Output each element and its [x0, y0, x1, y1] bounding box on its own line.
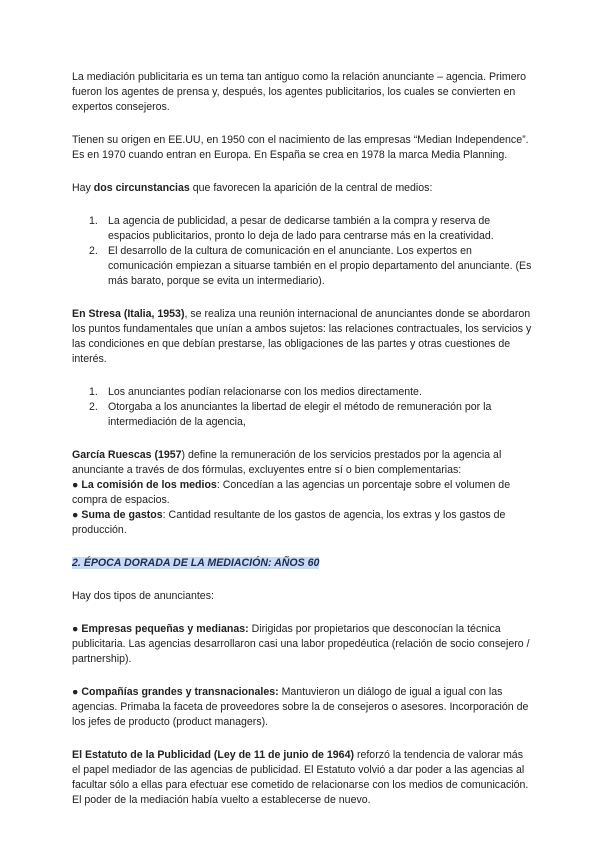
paragraph-circumstances: Hay dos circunstancias que favorecen la aparición de la central de medios: — [72, 182, 433, 194]
paragraph-garcia-ruescas: García Ruescas (1957) define la remuneración de los servicios prestados por la agencia al anunciante a través de dos fórmulas, excluyentes entre sí o bien complementarias: — [72, 449, 502, 476]
bold-text: En Stresa (Italia, 1953) — [72, 308, 185, 320]
paragraph-origin: Tienen su origen en EE.UU, en 1950 con el nacimiento de las empresas “Median Independence”. Es en 1970 cuando entran en Europa. En España se crea en 1978 la marca Media Planning. — [72, 134, 529, 161]
paragraph-types: Hay dos tipos de anunciantes: — [72, 590, 214, 602]
document-page — [72, 70, 532, 808]
bold-text: García Ruescas (1957 — [72, 449, 182, 461]
bold-text: El Estatuto de la Publicidad (Ley de 11 de junio de 1964) — [72, 749, 354, 761]
bold-text: dos circunstancias — [93, 182, 190, 194]
numbered-list-stresa — [72, 385, 532, 430]
section-heading-wrapper — [72, 556, 532, 571]
bullet-item: ● La comisión de los medios: Concedían a las agencias un porcentaje sobre el volumen de compra de espacios. — [72, 479, 511, 506]
paragraph-estatuto: El Estatuto de la Publicidad (Ley de 11 de junio de 1964) reforzó la tendencia de valorar más el papel mediador de las agencias de publicidad. El Estatuto volvió a dar poder a las agencias al facultar sólo a ellas para efectuar ese cometido de relacionarse con los medios de comunicación. El poder de la mediación había vuelto a establecerse de nuevo. — [72, 749, 529, 806]
paragraph-intro: La mediación publicitaria es un tema tan antiguo como la relación anunciante – agencia. Primero fueron los agentes de prensa y, después, los agentes publicitarios, los cuales se convierten en expertos consejeros. — [72, 71, 527, 113]
bullet-icon: ● — [72, 509, 79, 521]
bullet-item: ● Suma de gastos: Cantidad resultante de los gastos de agencia, los extras y los gastos de producción. — [72, 509, 506, 536]
section-heading: 2. ÉPOCA DORADA DE LA MEDIACIÓN: AÑOS 60 — [72, 557, 320, 569]
list-item: 2. El desarrollo de la cultura de comunicación en el anunciante. Los expertos en comunicación empiezan a situarse también en el propio departamento del anunciante. (Es más barato, porque se evita un intermediario). — [89, 245, 532, 287]
bullet-icon: ● — [72, 686, 79, 698]
list-item: 1. La agencia de publicidad, a pesar de dedicarse también a la compra y reserva de espacios publicitarios, pronto lo deja de lado para centrarse más en la creatividad. — [89, 215, 494, 242]
paragraph-stresa: En Stresa (Italia, 1953), se realiza una reunión internacional de anunciantes donde se abordaron los puntos fundamentales que unían a ambos sujetos: las relaciones contractuales, los servicios y las condiciones en que debían prestarse, las obligaciones de las partes y otras cuestiones de interés. — [72, 308, 532, 365]
paragraph-large-companies: ● Compañías grandes y transnacionales: Mantuvieron un diálogo de igual a igual con las agencias. Primaba la faceta de proveedores sobre la de consejeros o asesores. Incorporación de los jefes de producto (product managers). — [72, 686, 529, 728]
list-item: 1. Los anunciantes podían relacionarse con los medios directamente. — [89, 386, 422, 398]
numbered-list-circumstances — [72, 214, 532, 289]
bullet-icon: ● — [72, 479, 79, 491]
list-item: 2. Otorgaba a los anunciantes la libertad de elegir el método de remuneración por la intermediación de la agencia, — [89, 401, 492, 428]
paragraph-small-companies: ● Empresas pequeñas y medianas: Dirigidas por propietarios que desconocían la técnica publicitaria. Las agencias desarrollaron casi una labor propedéutica (relación de socio consejero / partnership). — [72, 623, 530, 665]
bullet-icon: ● — [72, 623, 79, 635]
